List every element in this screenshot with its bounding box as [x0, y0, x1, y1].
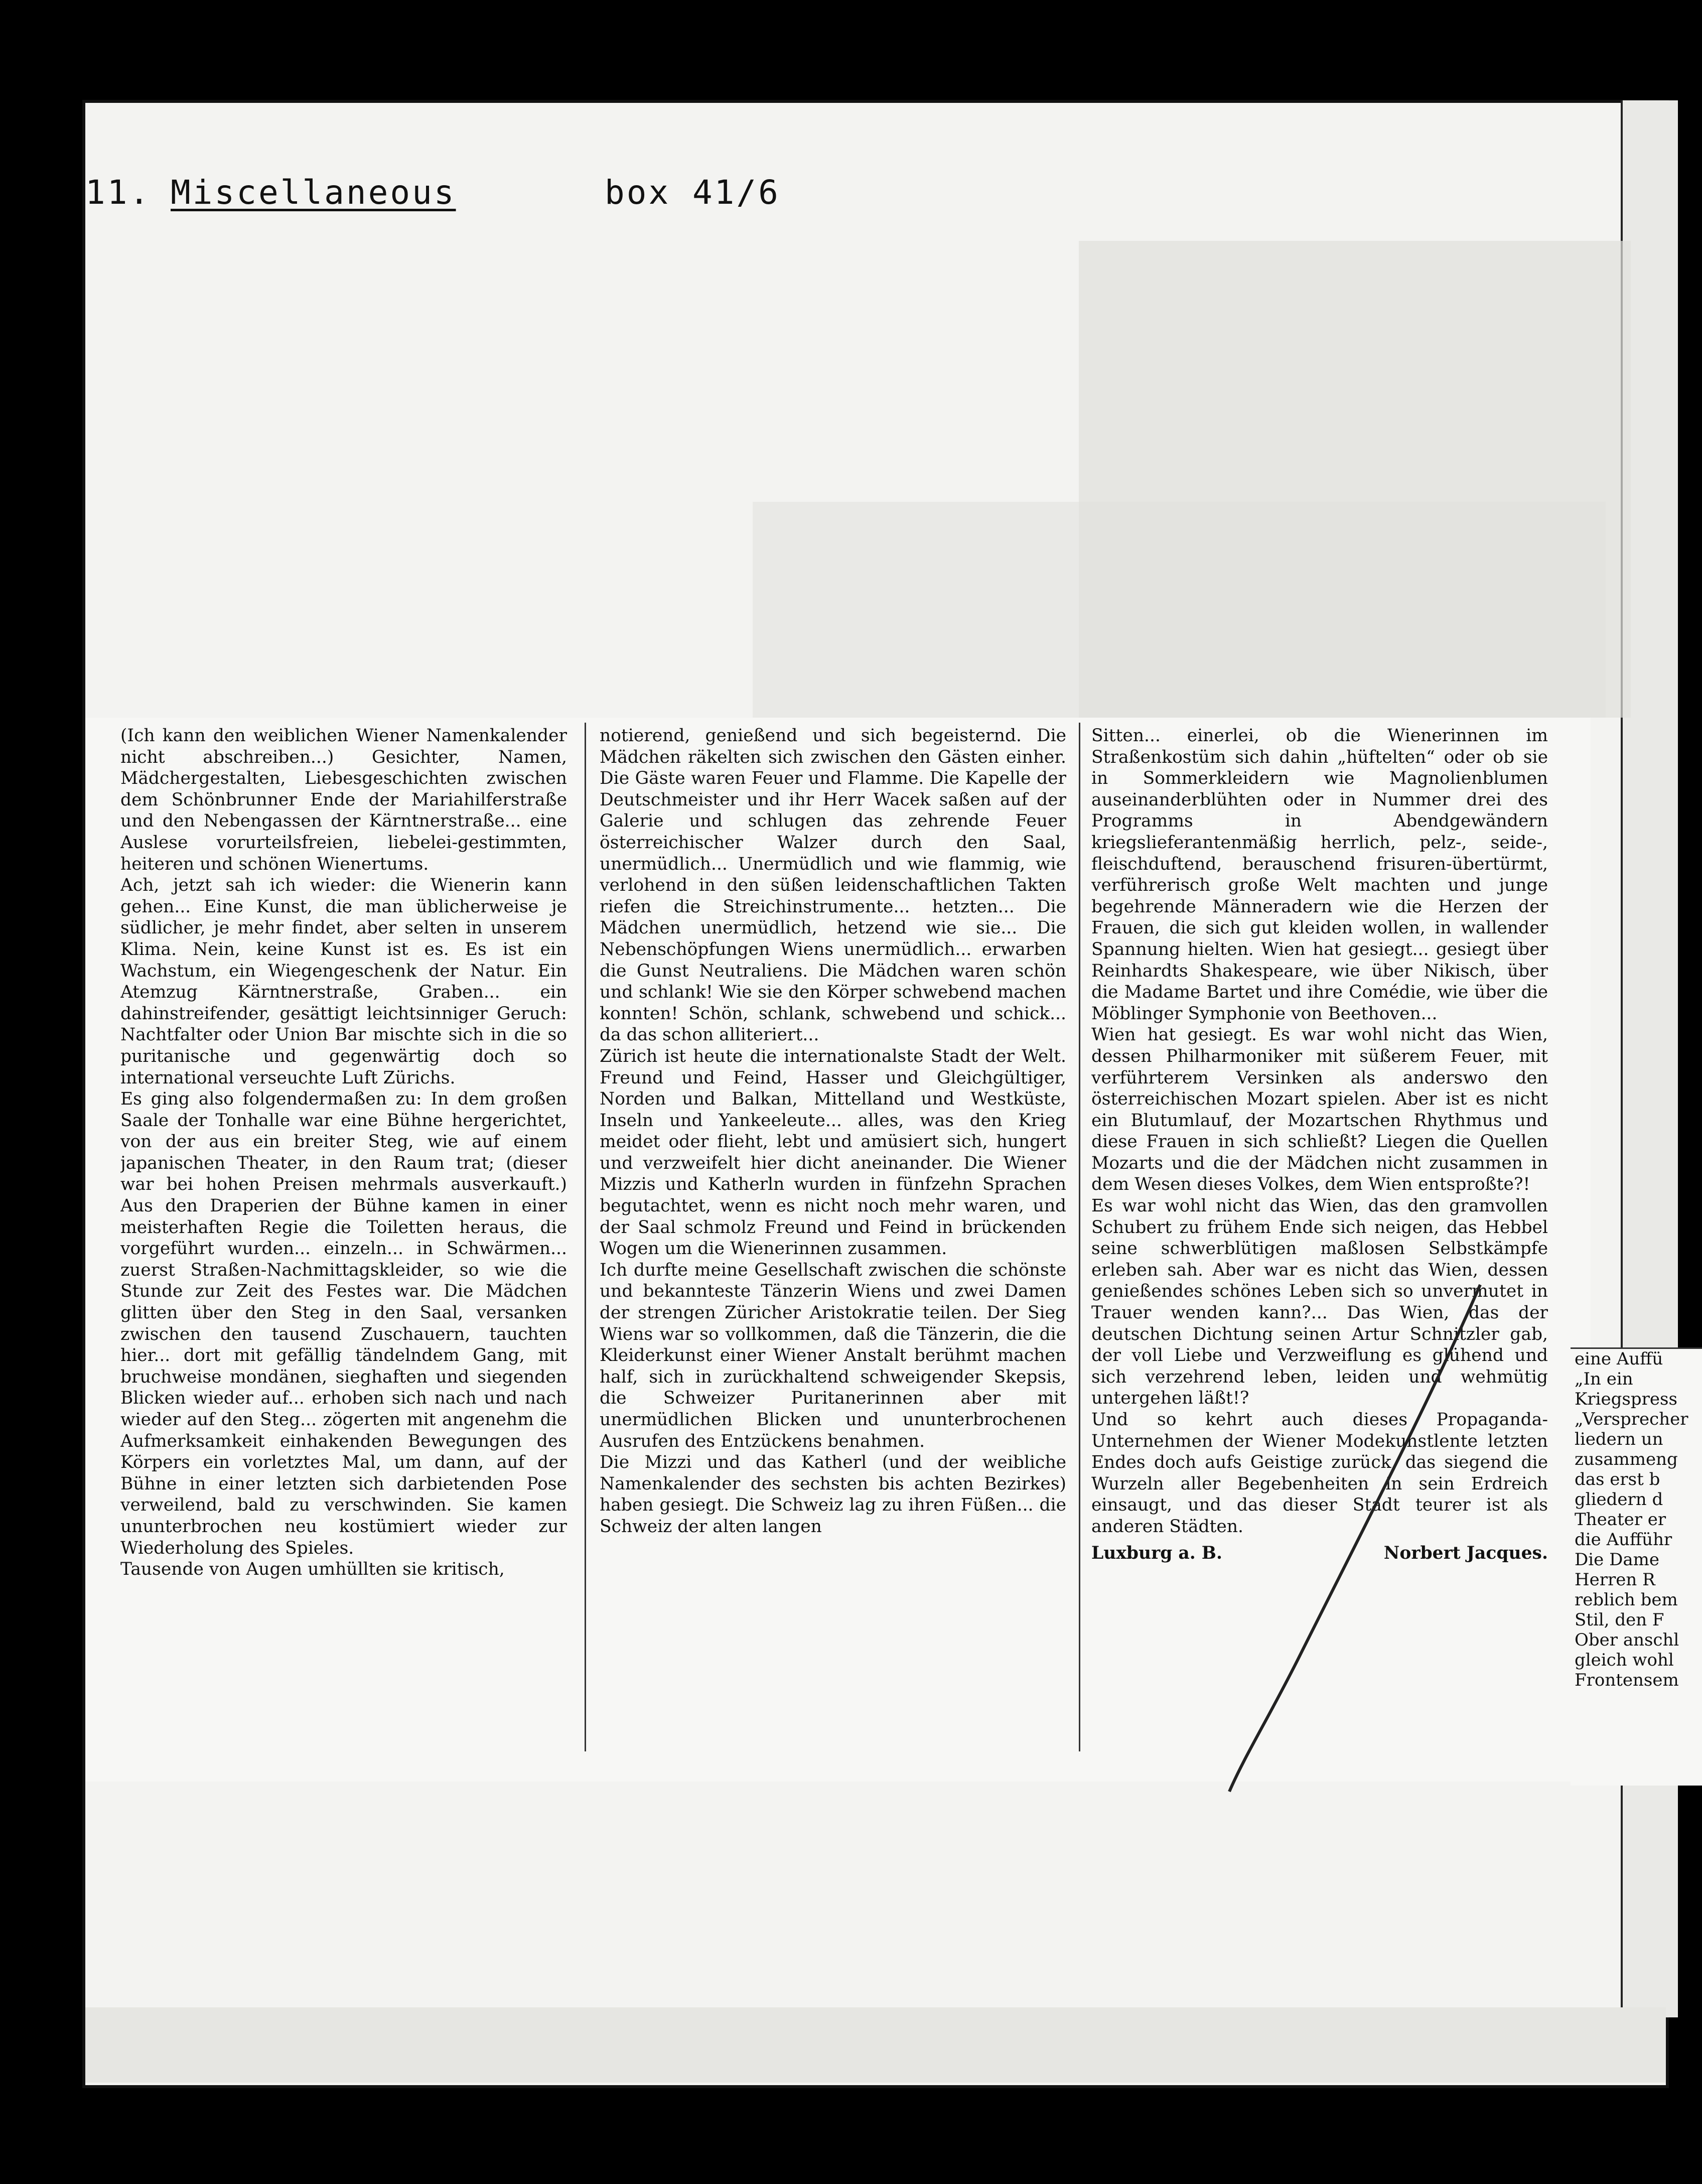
column-rule: [1079, 723, 1080, 1751]
article-column-2: [600, 725, 1066, 1751]
clipping-line: Ober anschl: [1575, 1630, 1679, 1650]
clipping-line: Theater er: [1575, 1510, 1666, 1530]
paragraph: Ich durfte meine Gesellschaft zwischen die schönste und bekannteste Tänzerin Wiens und zwei Damen der strengen Züricher Aristokratie teilen. Der Sieg Wiens war so vollkommen, daß die Tänzerin, die die Kleiderkunst einer Wiener Anstalt berühmt machen half, sich in zurückhaltend schweigender Skepsis, die Schweizer Puritanerinnen aber mit unermüdlichen Blicken und ununterbrochenen Ausrufen des Entzückens benahmen.: [600, 1260, 1066, 1451]
folder-number: 11.: [85, 173, 152, 212]
paragraph: Die Mizzi und das Katherl (und der weibliche Namenkalender des sechsten bis achten Bezirkes) haben gesiegt. Die Schweiz lag zu ihren Füßen... die Schweiz der alten langen: [600, 1452, 1066, 1537]
paragraph: Es ging also folgendermaßen zu: In dem großen Saale der Tonhalle war eine Bühne hergerichtet, von der aus ein breiter Steg, wie auf einem japanischen Theater, in den Raum trat; (dieser war bei hohen Preisen mehrmals ausverkauft.) Aus den Draperien der Bühne kamen in einer meisterhaften Regie die Toiletten heraus, die vorgeführt wurden... einzeln... in Schwärmen... zuerst Straßen-Nachmittagskleider, so wie die Stunde zur Zeit des Festes war. Die Mädchen glitten über den Steg in den Saal, versanken zwischen den tausend Zuschauern, tauchten hier... dort mit gefällig tändelndem Gang, mit bruchweise mondänen, sieghaften und siegenden Blicken wieder auf... erhoben sich nach und nach wieder auf den Steg... zögerten mit angenehm die Aufmerksamkeit einhakenden Bewegungen des Körpers ein vorletztes Mal, um dann, auf der Bühne in einer letzten sich darbietenden Pose verweilend, bald zu verschwinden. Sie kamen ununterbrochen neu kostümiert wieder zur Wiederholung des Spieles.: [120, 1089, 567, 1558]
author-name: Norbert Jacques.: [1383, 1543, 1548, 1563]
clipping-line: „Versprecher: [1575, 1409, 1688, 1429]
dateline-place: Luxburg a. B.: [1091, 1543, 1222, 1563]
paragraph: Wien hat gesiegt. Es war wohl nicht das Wien, dessen Philharmoniker mit süßerem Feuer, mit verführterem Versinken als anderswo den österreichischen Mozart spielen. Aber ist es nicht ein Blutumlauf, der Mozartschen Rhythmus und diese Frauen in sich schließt? Liegen die Quellen Mozarts und die der Mädchen nicht zusammen in dem Wesen dieses Volkes, dem Wien entsproßte?!: [1091, 1025, 1548, 1195]
clipping-line: Herren R: [1575, 1570, 1655, 1590]
clipping-line: Die Dame: [1575, 1550, 1659, 1570]
paper-smudge: [753, 502, 1606, 718]
box-label: box 41/6: [605, 173, 780, 212]
paragraph: (Ich kann den weiblichen Wiener Namenkalender nicht abschreiben...) Gesichter, Namen, Mädchergestalten, Liebesgeschichten zwischen dem Schönbrunner Ende der Mariahilferstraße und den Nebengassen der Kärntnerstraße... eine Auslese vorurteilsfreien, liebelei-gestimmten, heiteren und schönen Wienertums.: [120, 726, 567, 874]
scan-bottom-band: [85, 2007, 1666, 2083]
paragraph: Ach, jetzt sah ich wieder: die Wienerin kann gehen... Eine Kunst, die man üblicherweise je südlicher, je mehr findet, aber selten in unserem Klima. Nein, keine Kunst ist es. Es ist ein Wachstum, ein Wiegengeschenk der Natur. Ein Atemzug Kärntnerstraße, Graben... ein dahinstreifender, gesättigt leichtsinniger Geruch: Nachtfalter oder Union Bar mischte sich in die so puritanische und gegenwärtig doch so international verseuchte Luft Zürichs.: [120, 875, 567, 1088]
paragraph: Und so kehrt auch dieses Propaganda-Unternehmen der Wiener Modekunstlente letzten Endes doch aufs Geistige zurück, das siegend die Wurzeln aller Begebenheiten in sein Erdreich einsaugt, und das dieser Stadt teurer ist als anderen Städten.: [1091, 1410, 1548, 1537]
clipping-line: Frontensem: [1575, 1670, 1679, 1690]
column-rule: [585, 723, 586, 1751]
paragraph: Sitten... einerlei, ob die Wienerinnen im Straßenkostüm sich dahin „hüftelten“ oder ob sie in Sommerkleidern wie Magnolienblumen auseinanderblühten oder in Nummer drei des Programms in Abendgewändern kriegslieferantenmäßig herrlich, pelz-, seide-, fleischduftend, berauschend frisuren-übertürmt, verführerisch große Welt machten und junge begehrende Männeradern wie die Herzen der Frauen, die sich gut kleiden wollen, in wallender Spannung hielten. Wien hat gesiegt... gesiegt über Reinhardts Shakespeare, wie über Nikisch, über die Madame Bartet und ihre Comédie, wie über die Möblinger Symphonie von Beethoven...: [1091, 726, 1548, 1024]
clipping-line: gliedern d: [1575, 1489, 1663, 1510]
folder-header: [85, 173, 938, 218]
clipping-line: Stil, den F: [1575, 1610, 1664, 1630]
paragraph: Zürich ist heute die internationalste Stadt der Welt. Freund und Feind, Hasser und Gleichgültiger, Norden und Balkan, Mittelland und Westküste, Inseln und Yankeeleute... alles, was den Krieg meidet oder flieht, lebt und amüsiert sich, hungert und verzweifelt hier dicht aneinander. Die Wiener Mizzis und Katherln wurden in fünfzehn Sprachen begutachtet, wenn es nicht noch mehr waren, und der Saal schmolz Freund und Feind in brückenden Wogen um die Wienerinnen zusammen.: [600, 1046, 1066, 1259]
paragraph: notierend, genießend und sich begeisternd. Die Mädchen räkelten sich zwischen den Gästen einher. Die Gäste waren Feuer und Flamme. Die Kapelle der Deutschmeister und ihr Herr Wacek saßen auf der Galerie und schlugen das zehrende Feuer österreichischer Walzer durch den Saal, unermüdlich... Unermüdlich und wie flammig, wie verlohend in den süßen leidenschaftlichen Takten riefen die Streichinstrumente... hetzten... Die Mädchen unermüdlich, hetzend wie sie... Die Nebenschöpfungen Wiens unermüdlich... erwarben die Gunst Neutraliens. Die Mädchen waren schön und schlank! Wie sie den Körper schwebend machen konnten! Schön, schlank, schwebend und schick... da das schon alliteriert...: [600, 726, 1066, 1045]
clipping-line: gleich wohl: [1575, 1650, 1674, 1670]
clipping-line: Kriegspress: [1575, 1389, 1677, 1409]
clipping-line: reblich bem: [1575, 1590, 1678, 1610]
clipping-line: liedern un: [1575, 1429, 1663, 1449]
clipping-line: die Aufführ: [1575, 1530, 1672, 1550]
clipping-line: „In ein: [1575, 1369, 1633, 1389]
article-column-1: [120, 725, 567, 1751]
byline: [1091, 1543, 1548, 1564]
paragraph: Tausende von Augen umhüllten sie kritisch,: [120, 1559, 505, 1580]
clipping-line: zusammeng: [1575, 1449, 1678, 1469]
clipping-line: das erst b: [1575, 1469, 1660, 1489]
article-column-3: [1091, 725, 1548, 1751]
adjacent-clipping: [1571, 1347, 1702, 1786]
paragraph: Es war wohl nicht das Wien, das den gramvollen Schubert zu frühem Ende sich neigen, das Hebbel seine schwerblütigen maßlosen Selbstkämpfe erleben sah. Aber war es nicht das Wien, dessen genießendes schönes Leben sich so unvermutet in Trauer wenden kann?... Das Wien, das der deutschen Dichtung seinen Artur Schnitzler gab, der voll Liebe und Verzweiflung es glühend und sich verzehrend leben, leiden und wehmütig untergehen läßt!?: [1091, 1196, 1548, 1409]
clipping-line: eine Auffü: [1575, 1349, 1663, 1369]
folder-category: Miscellaneous: [171, 173, 456, 212]
